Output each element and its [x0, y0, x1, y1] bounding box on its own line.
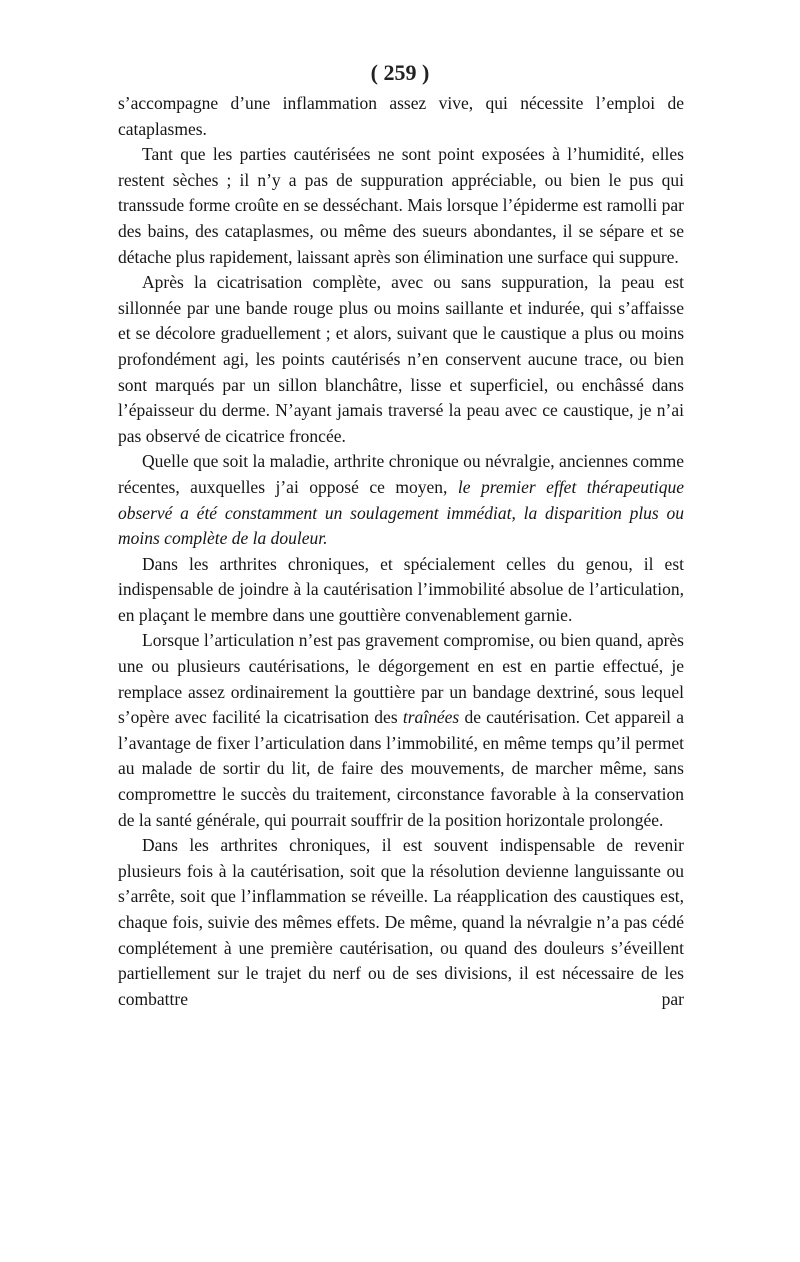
text-run: de cautérisation. Cet appareil a l’avantage de fixer l’articulation dans l’immobilité, en même temps qu’il permet au malade de sortir du lit, de faire des mouvements, de marcher même, sans compromettre le succès du traitement, circonstance favorable à la conservation de la santé générale, qui pourrait souffrir de la position horizontale prolongée. [118, 707, 684, 830]
paragraph-3 [118, 270, 684, 449]
paragraph-5 [118, 552, 684, 629]
paragraph-1 [118, 91, 684, 142]
italic-text-run: traînées [402, 707, 460, 728]
text-run: Après la cicatrisation complète, avec ou sans suppuration, la peau est sillonnée par une bande rouge plus ou moins saillante et indurée, qui s’affaisse et se décolore graduellement ; et alors, suivant que le caustique a plus ou moins profondément agi, les points cautérisés n’en conservent aucune trace, ou bien sont marqués par un sillon blanchâtre, lisse et superficiel, ou enchâssé dans l’épaisseur du derme. N’ayant jamais traversé la peau avec ce caustique, je n’ai pas observé de cicatrice froncée. [118, 272, 684, 446]
paragraph-7 [118, 833, 684, 1012]
paragraph-2 [118, 142, 684, 270]
text-run: s’accompagne d’une inflammation assez vive, qui nécessite l’emploi de cataplasmes. [118, 93, 684, 139]
text-run: Tant que les parties cautérisées ne sont point exposées à l’humidité, elles restent sèches ; il n’y a pas de suppuration appréciable, ou bien le pus qui transsude forme croûte en se desséchant. Mais lorsque l’épiderme est ramolli par des bains, des cataplasmes, ou même des sueurs abondantes, il se sépare et se détache plus rapidement, laissant après son élimination une surface qui suppure. [118, 144, 684, 267]
body-text [118, 91, 684, 1012]
text-run: Quelle que soit la maladie, arthrite chronique ou névralgie, anciennes comme récentes, auxquelles j’ai opposé ce moyen, [118, 451, 684, 497]
paragraph-6 [118, 628, 684, 833]
text-run: Dans les arthrites chroniques, il est souvent indispensable de revenir plusieurs fois à la cautérisation, soit que la résolution devienne languissante ou s’arrête, soit que l’inflammation se réveille. La réapplication des caustiques est, chaque fois, suivie des mêmes effets. De même, quand la névralgie n’a pas cédé complétement à une première cautérisation, ou quand des douleurs s’éveillent partiellement sur le trajet du nerf ou de ses divisions, il est nécessaire de les combattre par [118, 835, 684, 1009]
text-run: Dans les arthrites chroniques, et spécialement celles du genou, il est indispensable de joindre à la cautérisation l’immobilité absolue de l’articulation, en plaçant le membre dans une gouttière convenablement garnie. [118, 553, 684, 625]
paragraph-4 [118, 449, 684, 551]
page-number: ( 259 ) [370, 60, 430, 85]
text-run: Lorsque l’articulation n’est pas gravement compromise, ou bien quand, après une ou plusieurs cautérisations, le dégorgement en est en partie effectué, je remplace assez ordinairement la gouttière par un bandage dextriné, sous lequel s’opère avec facilité la cicatrisation des [118, 630, 684, 728]
italic-text-run: le premier effet thérapeutique observé a été constamment un soulagement immédiat, la disparition plus ou moins complète de la douleur. [118, 476, 684, 549]
